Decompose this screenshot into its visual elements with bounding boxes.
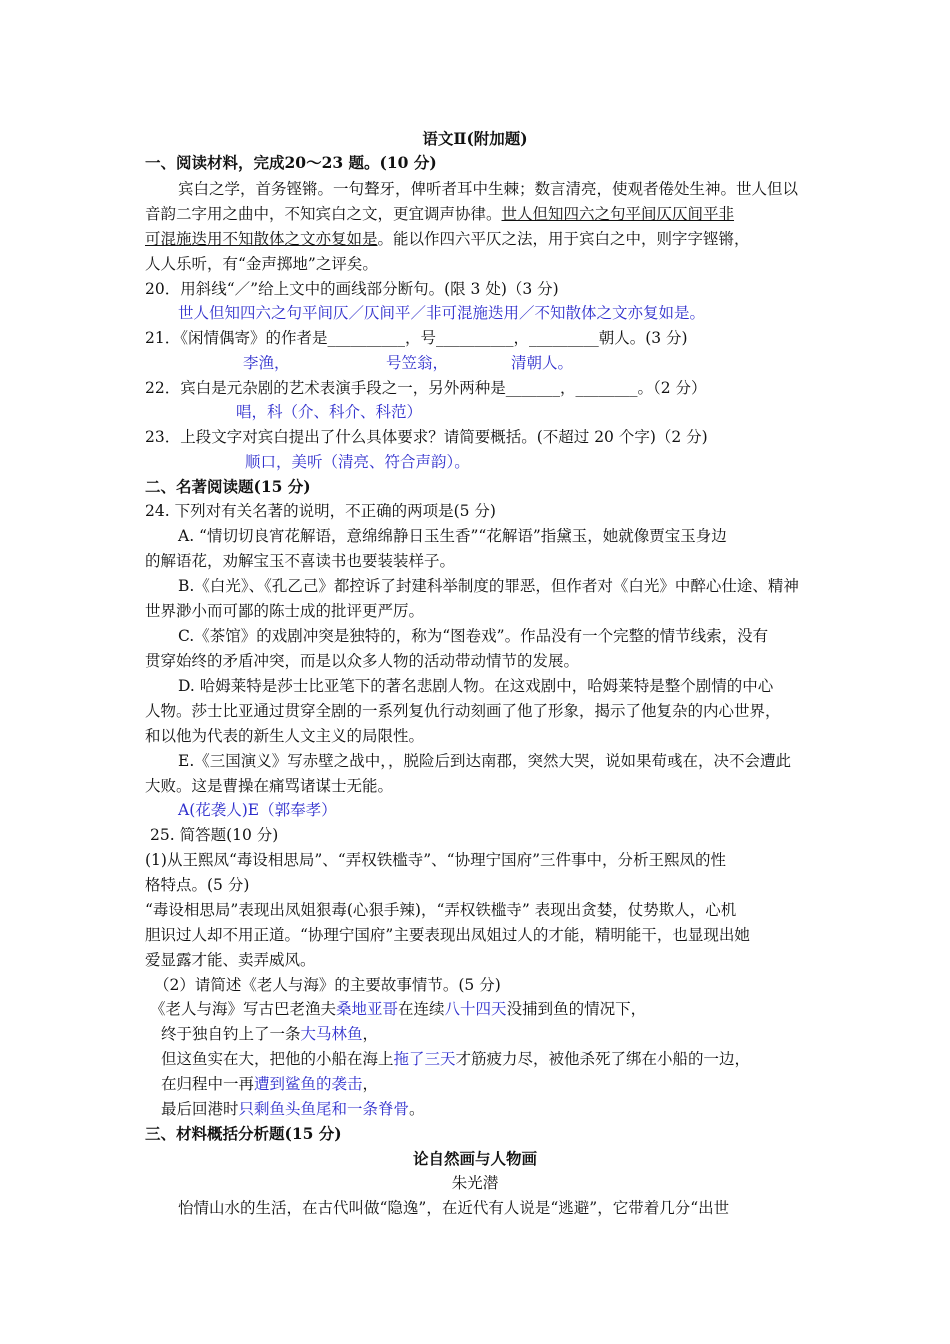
option-d: 人物。莎士比亚通过贯穿全剧的一系列复仇行动刻画了他了形象，揭示了他复杂的内心世界， (145, 702, 781, 720)
option-a: 的解语花，劝解宝玉不喜读书也要装装样子。 (145, 552, 456, 570)
question-23: 23．上段文字对宾白提出了什么具体要求？请简要概括。(不超过 20 个字)（2 分) (145, 428, 708, 446)
answer-25-1: “毒设相思局”表现出凤姐狠毒(心狠手辣)，“弄权铁槛寺” 表现出贪婪，仗势欺人，心机 (145, 901, 737, 919)
underlined-passage: 世人但知四六之句平间仄仄间平非 (501, 205, 735, 223)
passage-line: 可混施迭用不知散体之文亦复如是。能以作四六平仄之法，用于宾白之中，则字字铿锵， (145, 230, 750, 248)
question-25-2: （2）请简述《老人与海》的主要故事情节。(5 分) (154, 976, 501, 994)
answer-25-2-line: 在归程中一再遭到鲨鱼的袭击， (161, 1075, 379, 1093)
passage-line: 音韵二字用之曲中，不知宾白之文，更宜调声协律。世人但知四六之句平间仄仄间平非 (145, 205, 735, 223)
answer-22: 唱，科（介、科介、科范） (236, 403, 423, 421)
answer-25-2-line: 但这鱼实在大，把他的小船在海上拖了三天才筋疲力尽，被他杀死了绑在小船的一边， (161, 1050, 751, 1068)
option-c: C.《茶馆》的戏剧冲突是独特的，称为“图卷戏”。作品没有一个完整的情节线索，没有 (178, 627, 769, 645)
section-3-heading: 三、材料概括分析题(15 分) (145, 1124, 342, 1143)
answer-21-dynasty: 清朝人。 (511, 354, 574, 372)
option-a: A. “情切切良宵花解语，意绵绵静日玉生香”“花解语”指黛玉，她就像贾宝玉身边 (178, 527, 727, 545)
question-22: 22．宾白是元杂剧的艺术表演手段之一，另外两种是_______，________。（2 分） (145, 379, 707, 397)
answer-25-1: 爱显露才能、卖弄威风。 (145, 951, 316, 969)
option-b: 世界渺小而可鄙的陈士成的批评更严厉。 (145, 602, 425, 620)
question-24: 24. 下列对有关名著的说明，不正确的两项是(5 分) (145, 502, 496, 520)
option-d: 和以他为代表的新生人文主义的局限性。 (145, 727, 425, 745)
answer-24: A(花袭人)E（郭奉孝） (178, 801, 337, 819)
answer-25-1: 胆识过人却不用正道。“协理宁国府”主要表现出凤姐过人的才能，精明能干，也显现出她 (145, 926, 750, 944)
passage-line: 人人乐听，有“金声掷地”之评矣。 (145, 255, 378, 273)
answer-21-alias: 号笠翁， (386, 354, 449, 372)
answer-25-2-line: 《老人与海》写古巴老渔夫桑地亚哥在连续八十四天没捕到鱼的情况下， (150, 1000, 647, 1018)
question-20: 20．用斜线“／”给上文中的画线部分断句。(限 3 处)（3 分) (145, 280, 559, 298)
article-title: 论自然画与人物画 (412, 1149, 537, 1168)
question-21: 21．《闲情偶寄》的作者是__________，号__________，_________朝人。(3 分) (145, 329, 688, 347)
answer-23: 顺口，美听（清亮、符合声韵）。 (245, 453, 470, 471)
option-b: B.《白光》、《孔乙己》都控诉了封建科举制度的罪恶，但作者对《白光》中醉心仕途、精神 (178, 577, 799, 595)
underlined-passage: 可混施迭用不知散体之文亦复如是 (145, 230, 378, 248)
option-c: 贯穿始终的矛盾冲突，而是以众多人物的活动带动情节的发展。 (145, 652, 580, 670)
section-1-heading: 一、阅读材料，完成20～23 题。(10 分) (145, 153, 437, 172)
question-25-1: (1)从王熙凤“毒设相思局”、“弄权铁槛寺”、“协理宁国府”三件事中，分析王熙凤的性 (145, 851, 727, 869)
article-author: 朱光潜 (451, 1174, 499, 1192)
passage-line: 宾白之学，首务铿锵。一句聱牙，俾听者耳中生棘；数言清亮，使观者倦处生神。世人但以 (178, 180, 799, 198)
answer-25-2-line: 最后回港时只剩鱼头鱼尾和一条脊骨。 (161, 1100, 425, 1118)
question-25-1: 格特点。(5 分) (145, 876, 250, 894)
answer-25-2-line: 终于独自钓上了一条大马林鱼， (161, 1025, 379, 1043)
article-line: 怡情山水的生活，在古代叫做“隐逸”，在近代有人说是“逃避”，它带着几分“出世 (178, 1199, 730, 1217)
section-2-heading: 二、名著阅读题(15 分) (145, 477, 311, 496)
answer-20: 世人但知四六之句平间仄／仄间平／非可混施迭用／不知散体之文亦复如是。 (178, 304, 706, 322)
question-25: 25. 简答题(10 分) (150, 826, 279, 844)
option-e: E.《三国演义》写赤壁之战中，，脱险后到达南郡，突然大哭，说如果荀彧在，决不会遭此 (178, 752, 791, 770)
answer-21-author: 李渔， (243, 354, 290, 372)
page-title: 语文Ⅱ(附加题) (422, 129, 528, 148)
option-e: 大败。这是曹操在痛骂诸谋士无能。 (145, 777, 394, 795)
option-d: D. 哈姆莱特是莎士比亚笔下的著名悲剧人物。在这戏剧中，哈姆莱特是整个剧情的中心 (178, 677, 774, 695)
